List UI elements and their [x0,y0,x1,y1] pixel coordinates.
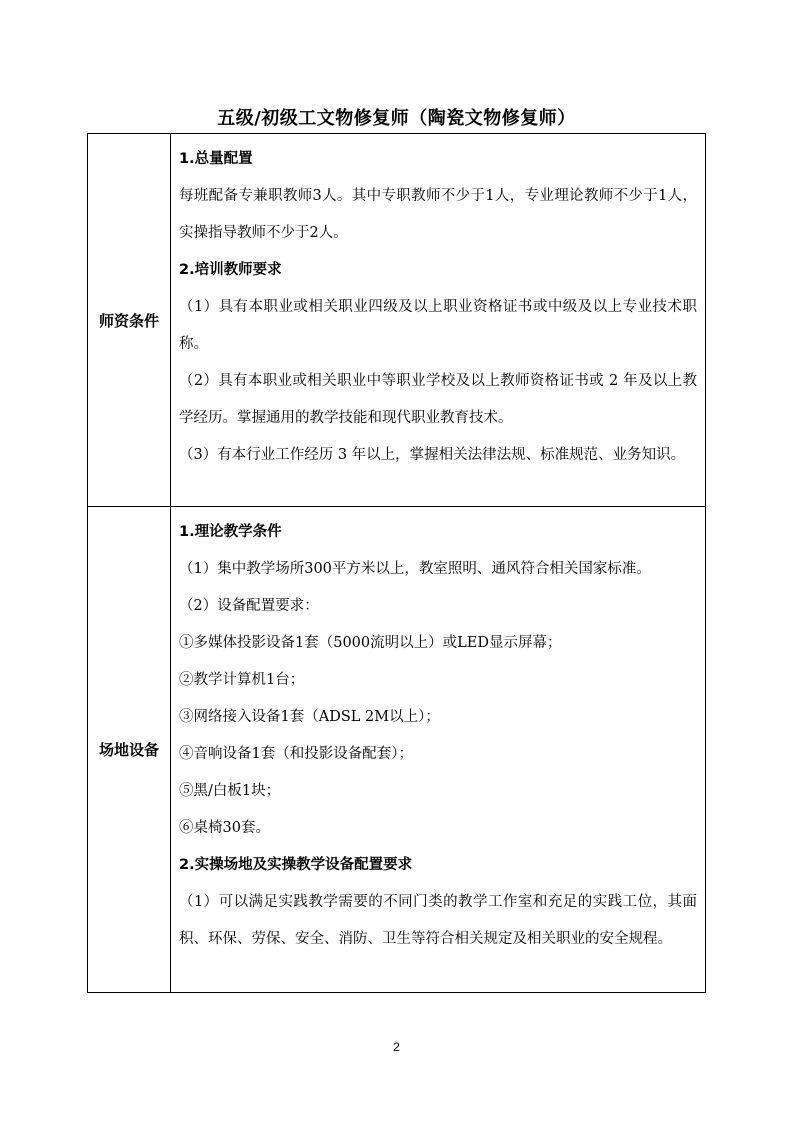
venue-content [171,507,706,993]
equipment-item-2: ②教学计算机1台； [179,672,305,688]
venue-heading-theory: 1.理论教学条件 [179,524,282,540]
teacher-requirement-3: （3）有本行业工作经历 3 年以上，掌握相关法律法规、标准规范、业务知识。 [179,447,686,463]
teacher-heading-requirements: 2.培训教师要求 [179,262,282,278]
equipment-item-6: ⑥桌椅30套。 [179,820,270,836]
venue-practice-item-1: （1）可以满足实践教学需要的不同门类的教学工作室和充足的实践工位，其面积、环保、劳保、安全、消防、卫生等符合相关规定及相关职业的安全规程。 [179,894,697,947]
equipment-item-5: ⑤黑/白板1块； [179,783,281,799]
venue-theory-item-2: （2）设备配置要求： [179,598,319,614]
page-number: 2 [393,1040,400,1054]
table-row-teacher [88,134,706,507]
teacher-requirement-1: （1）具有本职业或相关职业四级及以上职业资格证书或中级及以上专业技术职称。 [179,299,697,352]
table-row-venue [88,507,706,993]
teacher-requirement-2: （2）具有本职业或相关职业中等职业学校及以上教师资格证书或 2 年及以上教学经历。掌握通用的教学技能和现代职业教育技术。 [179,373,697,426]
equipment-item-1: ①多媒体投影设备1套（5000流明以上）或LED显示屏幕； [179,635,562,651]
teacher-content [171,134,706,507]
venue-theory-item-1: （1）集中教学场所300平方米以上，教室照明、通风符合相关国家标准。 [179,561,651,577]
venue-label: 场地设备 [88,507,171,993]
equipment-item-3: ③网络接入设备1套（ADSL 2M以上）； [179,709,440,725]
teacher-heading-total: 1.总量配置 [179,151,253,167]
document-title: 五级/初级工文物修复师（陶瓷文物修复师） [217,108,576,129]
venue-heading-practice: 2.实操场地及实操教学设备配置要求 [179,857,413,873]
teacher-total-text: 每班配备专兼职教师3人。其中专职教师不少于1人，专业理论教师不少于1人，实操指导教师不少于2人。 [179,188,697,241]
equipment-item-4: ④音响设备1套（和投影设备配套）； [179,746,413,762]
teacher-label: 师资条件 [88,134,171,507]
requirements-table [87,133,706,993]
